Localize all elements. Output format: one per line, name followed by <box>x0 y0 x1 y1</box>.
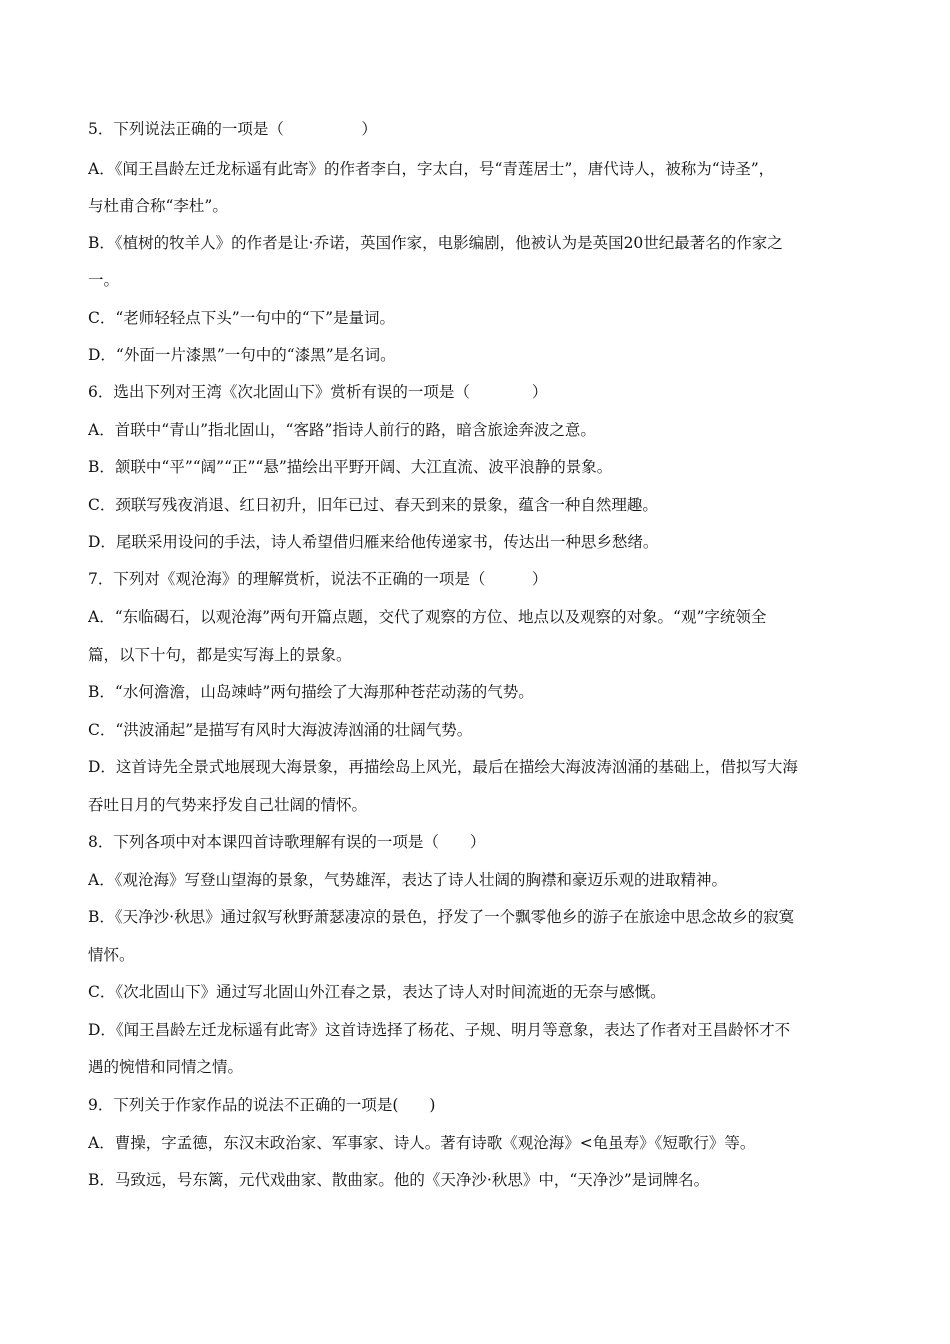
question-7-option-a-line-1: A．“东临碣石，以观沧海”两句开篇点题，交代了观察的方位、地点以及观察的对象。“观”字统领全 <box>88 608 767 626</box>
question-8-option-b-line-1: B．《天净沙·秋思》通过叙写秋野萧瑟凄凉的景色，抒发了一个飘零他乡的游子在旅途中思念故乡的寂寞 <box>88 908 795 926</box>
question-5-stem: 5．下列说法正确的一项是（ ） <box>88 120 377 138</box>
question-9-stem: 9．下列关于作家作品的说法不正确的一项是( ) <box>88 1096 436 1114</box>
question-9-option-b: B．马致远，号东篱，元代戏曲家、散曲家。他的《天净沙·秋思》中，“天净沙”是词牌名。 <box>88 1171 710 1189</box>
question-7-option-b: B．“水何澹澹，山岛竦峙”两句描绘了大海那种苍茫动荡的气势。 <box>88 683 534 701</box>
question-5-option-d: D．“外面一片漆黑”一句中的“漆黑”是名词。 <box>88 346 396 364</box>
question-5-option-a-line-1: A．《闻王昌龄左迁龙标遥有此寄》的作者李白，字太白，号“青莲居士”，唐代诗人，被称为“诗圣”， <box>88 160 775 178</box>
question-9-option-a: A．曹操，字孟德，东汉末政治家、军事家、诗人。著有诗歌《观沧海》<龟虽寿》《短歌行》等。 <box>88 1134 756 1152</box>
question-8-stem: 8．下列各项中对本课四首诗歌理解有误的一项是（ ） <box>88 833 486 851</box>
question-7-option-c: C．“洪波涌起”是描写有风时大海波涛汹涌的壮阔气势。 <box>88 721 473 739</box>
question-8-option-c: C．《次北固山下》通过写北固山外江春之景，表达了诗人对时间流逝的无奈与感慨。 <box>88 983 666 1001</box>
question-7-option-d-line-2: 吞吐日月的气势来抒发自己壮阔的情怀。 <box>88 796 368 814</box>
question-8-option-d-line-2: 遇的惋惜和同情之情。 <box>88 1058 244 1076</box>
question-5-option-b-line-2: 一。 <box>88 271 120 289</box>
question-5-option-c: C．“老师轻轻点下头”一句中的“下”是量词。 <box>88 309 396 327</box>
question-8-option-a: A．《观沧海》写登山望海的景象，气势雄浑，表达了诗人壮阔的胸襟和豪迈乐观的进取精神。 <box>88 871 727 889</box>
question-7-option-d-line-1: D．这首诗先全景式地展现大海景象，再描绘岛上风光，最后在描绘大海波涛汹涌的基础上，借拟写大海 <box>88 758 798 776</box>
question-6-option-c: C．颈联写残夜消退、红日初升，旧年已过、春天到来的景象，蕴含一种自然理趣。 <box>88 496 658 514</box>
question-7-stem: 7．下列对《观沧海》的理解赏析，说法不正确的一项是（ ） <box>88 570 548 588</box>
question-7-option-a-line-2: 篇，以下十句，都是实写海上的景象。 <box>88 646 352 664</box>
question-8-option-d-line-1: D．《闻王昌龄左迁龙标遥有此寄》这首诗选择了杨花、子规、明月等意象，表达了作者对王昌龄怀才不 <box>88 1021 791 1039</box>
question-5-option-b-line-1: B．《植树的牧羊人》的作者是让·乔诺，英国作家，电影编剧，他被认为是英国20世纪最著名的作家之 <box>88 234 783 252</box>
question-6-stem: 6．选出下列对王湾《次北固山下》赏析有误的一项是（ ） <box>88 383 548 401</box>
question-8-option-b-line-2: 情怀。 <box>88 946 135 964</box>
question-5-option-a-line-2: 与杜甫合称“李杜”。 <box>88 197 228 215</box>
question-6-option-b: B．颔联中“平”“阔”“正”“悬”描绘出平野开阔、大江直流、波平浪静的景象。 <box>88 458 613 476</box>
question-6-option-a: A．首联中“青山”指北固山，“客路”指诗人前行的路，暗含旅途奔波之意。 <box>88 421 596 439</box>
question-6-option-d: D．尾联采用设问的手法，诗人希望借归雁来给他传递家书，传达出一种思乡愁绪。 <box>88 533 659 551</box>
